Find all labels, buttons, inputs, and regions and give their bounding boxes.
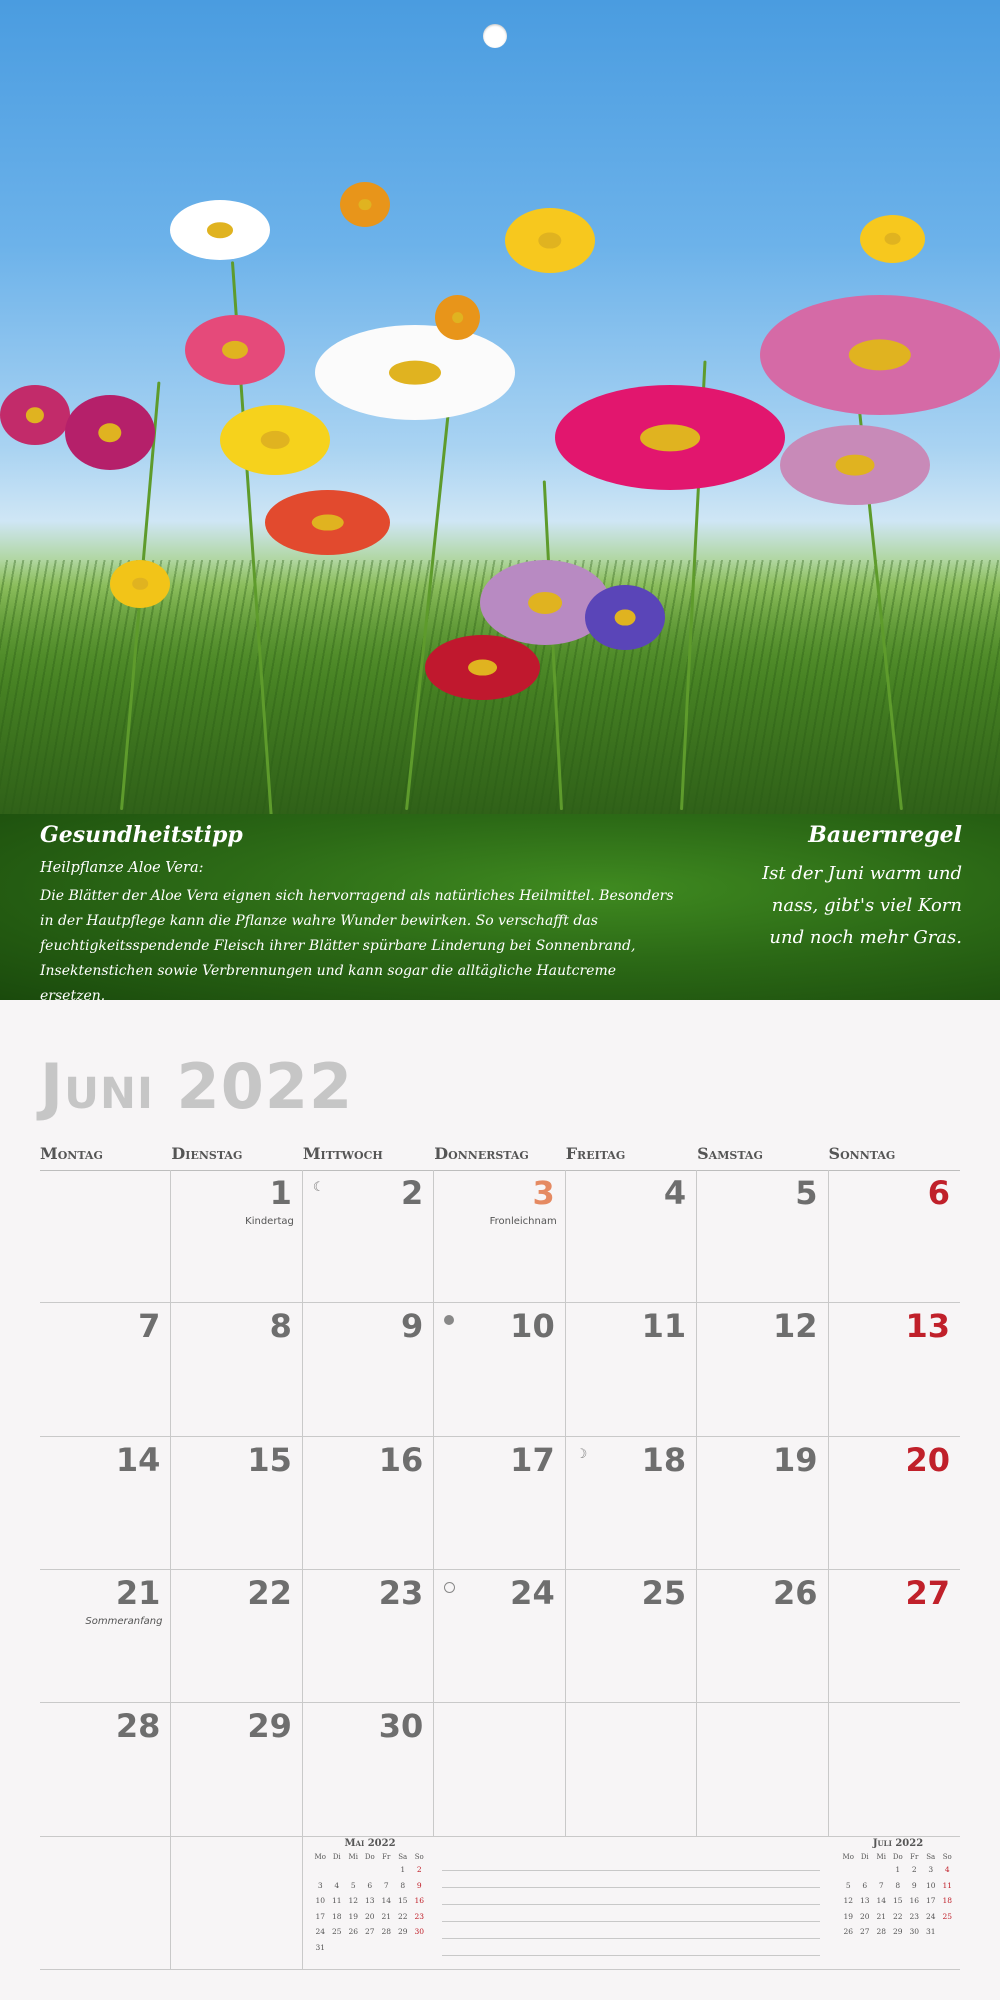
rule-title: Bauernregel	[808, 822, 962, 848]
mini-day-number: 28	[876, 1927, 887, 1937]
mini-day-number: 16	[909, 1896, 920, 1906]
mini-day-number: 10	[925, 1880, 936, 1890]
mini-day-number: 1	[400, 1865, 406, 1875]
mini-day-number: 12	[348, 1896, 359, 1906]
orange-flower	[340, 182, 390, 227]
mini-day-number: 14	[381, 1896, 392, 1906]
pink-flower	[185, 315, 285, 385]
mini-day-number: 11	[331, 1896, 342, 1906]
mini-day-number: 18	[331, 1911, 342, 1921]
day-cell[interactable]	[40, 1437, 171, 1570]
mini-weekday-label: So	[414, 1852, 424, 1861]
day-number: 30	[378, 1707, 424, 1746]
day-number: 16	[378, 1440, 424, 1479]
notes-cell	[171, 1837, 302, 1970]
mini-day-number: 18	[942, 1896, 953, 1906]
mini-day-number: 11	[942, 1880, 953, 1890]
day-cell[interactable]	[829, 1570, 960, 1703]
mini-weekday-label: Fr	[910, 1852, 919, 1861]
day-number: 3	[532, 1174, 555, 1212]
mini-week-row	[840, 1924, 956, 1940]
mini-weekday-label: Di	[860, 1852, 869, 1861]
day-number: 10	[510, 1307, 555, 1346]
day-cell[interactable]	[303, 1170, 434, 1303]
day-cell[interactable]	[40, 1570, 171, 1703]
day-cell[interactable]	[566, 1170, 697, 1303]
orange-flower	[435, 295, 480, 340]
day-cell[interactable]	[303, 1303, 434, 1436]
mini-weekday-label: Mo	[842, 1852, 854, 1861]
magenta-cosmos-flower	[555, 385, 785, 490]
weekday-label: Samstag	[697, 1144, 763, 1163]
mini-day-number: 6	[367, 1880, 373, 1890]
day-cell[interactable]	[171, 1303, 302, 1436]
mini-day-number: 17	[315, 1911, 326, 1921]
holiday-note: Fronleichnam	[489, 1216, 557, 1227]
mini-day-number: 3	[928, 1865, 934, 1875]
mini-day-number: 5	[845, 1880, 851, 1890]
day-cell[interactable]	[829, 1437, 960, 1570]
mini-day-number: 24	[925, 1911, 936, 1921]
day-number: 18	[641, 1440, 687, 1479]
day-cell[interactable]	[40, 1703, 171, 1836]
mini-day-number: 15	[397, 1896, 408, 1906]
mini-weekday-label: Di	[332, 1852, 341, 1861]
day-cell[interactable]	[566, 1437, 697, 1570]
day-number: 21	[115, 1573, 161, 1612]
day-number: 29	[247, 1707, 292, 1746]
mini-day-number: 23	[909, 1911, 920, 1921]
rule-body: Ist der Juni warm und nass, gibt's viel Korn und noch mehr Gras.	[762, 863, 962, 948]
day-number: 19	[773, 1440, 818, 1479]
day-number: 17	[510, 1440, 555, 1479]
mini-day-number: 3	[317, 1880, 323, 1890]
flower-meadow-photo	[0, 0, 1000, 814]
mini-day-number: 28	[381, 1927, 392, 1937]
mini-day-number: 9	[911, 1880, 917, 1890]
day-cell[interactable]	[566, 1570, 697, 1703]
yellow-flower	[860, 215, 925, 263]
mini-week-row	[840, 1878, 956, 1894]
empty-day-cell	[40, 1170, 171, 1303]
waning-moon-icon: ☽	[575, 1446, 588, 1462]
mini-day-number: 8	[400, 1880, 406, 1890]
empty-day-cell	[434, 1703, 565, 1836]
mini-day-number: 14	[876, 1896, 887, 1906]
mini-weekday-label: Mi	[876, 1852, 886, 1861]
day-cell[interactable]	[40, 1303, 171, 1436]
weekday-label: Donnerstag	[434, 1144, 529, 1163]
day-number: 26	[773, 1573, 818, 1612]
mini-day-number: 23	[414, 1911, 425, 1921]
mini-week-row	[312, 1909, 428, 1925]
mini-day-number: 27	[364, 1927, 375, 1937]
mini-day-number: 22	[892, 1911, 903, 1921]
mini-day-number: 4	[334, 1880, 340, 1890]
yellow-flower	[220, 405, 330, 475]
day-cell[interactable]	[171, 1570, 302, 1703]
yellow-flower	[110, 560, 170, 608]
day-number: 8	[269, 1307, 292, 1346]
mini-day-number: 7	[878, 1880, 884, 1890]
pink-flower	[65, 395, 155, 470]
mini-weekday-label: Mo	[314, 1852, 326, 1861]
white-flower	[315, 325, 515, 420]
day-number: 1	[269, 1174, 292, 1212]
day-number: 15	[247, 1440, 292, 1479]
mini-weekday-label: Do	[364, 1852, 375, 1861]
blue-cornflower	[585, 585, 665, 650]
weekday-label: Freitag	[565, 1144, 626, 1163]
day-number: 22	[247, 1573, 292, 1612]
mini-day-number: 24	[315, 1927, 326, 1937]
mini-day-number: 21	[381, 1911, 392, 1921]
mini-week-row	[312, 1862, 428, 1878]
day-number: 5	[795, 1174, 818, 1212]
mini-day-number: 30	[909, 1927, 920, 1937]
day-cell[interactable]	[697, 1303, 828, 1436]
day-number: 14	[115, 1440, 161, 1479]
mini-weekday-label: So	[942, 1852, 952, 1861]
empty-day-cell	[829, 1703, 960, 1836]
mini-day-number: 7	[383, 1880, 389, 1890]
day-number: 4	[663, 1174, 687, 1212]
mini-day-number: 6	[862, 1880, 868, 1890]
note-lines	[442, 1854, 820, 1954]
mini-day-number: 30	[414, 1927, 425, 1937]
mini-weekday-row	[312, 1851, 428, 1862]
day-cell[interactable]	[697, 1170, 828, 1303]
mini-day-number: 29	[397, 1927, 408, 1937]
mini-week-row	[312, 1893, 428, 1909]
pink-cosmos-flower	[760, 295, 1000, 415]
mini-day-number: 12	[843, 1896, 854, 1906]
day-number: 24	[510, 1573, 555, 1612]
day-cell[interactable]	[171, 1703, 302, 1836]
season-note: Sommeranfang	[85, 1615, 163, 1627]
mini-day-number: 19	[348, 1911, 359, 1921]
weekday-label: Sonntag	[828, 1144, 896, 1163]
day-number: 25	[641, 1573, 687, 1612]
tip-title: Gesundheitstipp	[40, 822, 243, 848]
day-cell[interactable]	[566, 1303, 697, 1436]
day-number: 12	[773, 1307, 818, 1346]
mini-day-number: 13	[364, 1896, 375, 1906]
weekday-label: Dienstag	[171, 1144, 243, 1163]
month-grid	[40, 1170, 960, 1970]
day-number: 23	[378, 1573, 424, 1612]
holiday-note: Kindertag	[245, 1216, 294, 1227]
mini-day-number: 27	[859, 1927, 870, 1937]
day-number: 27	[905, 1573, 950, 1612]
mini-weekday-label: Do	[892, 1852, 903, 1861]
new-moon-icon	[444, 1582, 455, 1593]
mini-day-number: 19	[843, 1911, 854, 1921]
day-cell[interactable]	[171, 1437, 302, 1570]
day-cell[interactable]	[434, 1303, 565, 1436]
weekday-label: Mittwoch	[302, 1144, 383, 1163]
tip-subtitle: Heilpflanze Aloe Vera:	[40, 860, 204, 876]
mini-day-number: 5	[350, 1880, 356, 1890]
full-moon-icon	[444, 1315, 454, 1325]
red-flower	[425, 635, 540, 700]
yellow-flower	[505, 208, 595, 273]
mini-day-number: 1	[895, 1865, 901, 1875]
mini-day-number: 31	[315, 1942, 326, 1952]
mini-weekday-label: Sa	[926, 1852, 936, 1861]
mini-day-number: 25	[942, 1911, 953, 1921]
day-cell[interactable]	[303, 1437, 434, 1570]
mini-day-number: 31	[925, 1927, 936, 1937]
red-flower	[265, 490, 390, 555]
mini-week-row	[840, 1862, 956, 1878]
waxing-moon-icon: ☾	[312, 1180, 325, 1195]
empty-day-cell	[697, 1703, 828, 1836]
mini-calendar-title: Juli 2022	[872, 1838, 924, 1849]
mini-weekday-row	[840, 1851, 956, 1862]
mini-day-number: 2	[911, 1865, 917, 1875]
day-cell[interactable]	[434, 1437, 565, 1570]
mini-week-row	[840, 1909, 956, 1925]
day-number: 9	[401, 1307, 424, 1346]
mini-day-number: 26	[348, 1927, 359, 1937]
mini-week-row	[312, 1924, 428, 1940]
mini-weekday-label: Fr	[382, 1852, 391, 1861]
day-number: 7	[138, 1307, 161, 1346]
day-cell[interactable]	[434, 1170, 565, 1303]
mini-day-number: 13	[859, 1896, 870, 1906]
mini-week-row	[312, 1940, 428, 1956]
day-number: 2	[401, 1174, 424, 1212]
mini-day-number: 2	[416, 1865, 422, 1875]
mini-day-number: 22	[397, 1911, 408, 1921]
mini-calendar-may	[312, 1838, 428, 1955]
tip-body: Die Blätter der Aloe Vera eignen sich hervorragend als natürliches Heilmittel. Besonders in der Hautpflege kann die Pflanze wahre Wunder bewirken. So verschafft das feuchtigkeitsspendende Fleisch ihrer Blätter spürbare Linderung bei Sonnenbrand, Insektenstichen sowie Verbrennungen und kann sogar die alltägliche Hautcreme ersetzen.	[40, 888, 674, 1004]
mini-day-number: 29	[892, 1927, 903, 1937]
mini-week-row	[312, 1878, 428, 1894]
notes-cell	[40, 1837, 171, 1970]
mini-day-number: 20	[859, 1911, 870, 1921]
mini-day-number: 26	[843, 1927, 854, 1937]
mini-day-number: 20	[364, 1911, 375, 1921]
mini-week-row	[840, 1893, 956, 1909]
mini-day-number: 21	[876, 1911, 887, 1921]
day-cell[interactable]	[303, 1570, 434, 1703]
mini-weekday-label: Mi	[348, 1852, 358, 1861]
day-cell[interactable]	[697, 1570, 828, 1703]
mini-day-number: 10	[315, 1896, 326, 1906]
day-number: 6	[927, 1174, 950, 1212]
day-cell[interactable]	[829, 1303, 960, 1436]
day-number: 28	[115, 1707, 161, 1746]
empty-day-cell	[566, 1703, 697, 1836]
day-cell[interactable]	[171, 1170, 302, 1303]
white-flower	[170, 200, 270, 260]
pink-flower	[0, 385, 70, 445]
mini-day-number: 9	[416, 1880, 422, 1890]
mini-day-number: 17	[925, 1896, 936, 1906]
mini-weekday-label: Sa	[398, 1852, 408, 1861]
mini-calendar-title: Mai 2022	[344, 1838, 396, 1849]
day-cell[interactable]	[303, 1703, 434, 1836]
pink-cosmos-flower	[780, 425, 930, 505]
month-title: Juni 2022	[40, 1050, 354, 1123]
mini-day-number: 4	[944, 1865, 950, 1875]
hanging-hole	[483, 24, 507, 48]
day-number: 13	[905, 1307, 950, 1346]
day-number: 20	[905, 1440, 950, 1479]
day-cell[interactable]	[434, 1570, 565, 1703]
day-cell[interactable]	[829, 1170, 960, 1303]
mini-day-number: 25	[331, 1927, 342, 1937]
mini-day-number: 16	[414, 1896, 425, 1906]
day-number: 11	[641, 1307, 687, 1346]
mini-calendar-july	[840, 1838, 956, 1940]
weekday-label: Montag	[40, 1144, 103, 1163]
mini-day-number: 15	[892, 1896, 903, 1906]
day-cell[interactable]	[697, 1437, 828, 1570]
weekday-header	[40, 1136, 960, 1171]
mini-day-number: 8	[895, 1880, 901, 1890]
